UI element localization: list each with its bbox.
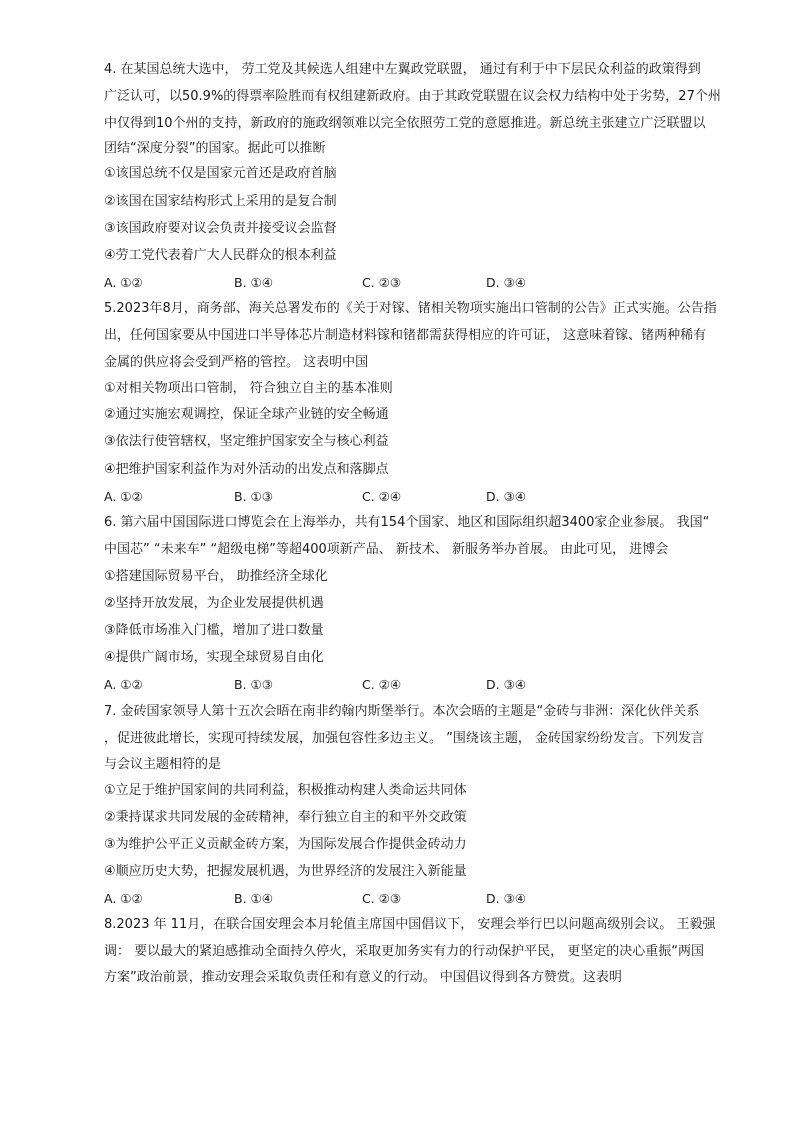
question-stem-line: 广泛认可，以50.9%的得票率险胜而有权组建新政府。由于其政党联盟在议会权力结构中处于劣势，27个州 (104, 89, 721, 104)
option-statement: ②该国在国家结构形式上采用的是复合制 (104, 194, 337, 209)
option-statement: ②通过实施宏观调控，保证全球产业链的安全畅通 (104, 407, 389, 422)
choice-c[interactable]: C. ②③ (362, 891, 402, 906)
choice-d[interactable]: D. ③④ (486, 891, 526, 906)
question-stem-line: 出，任何国家要从中国进口半导体芯片制造材料镓和锗都需获得相应的许可证， 这意味着镓、锗两种稀有 (104, 328, 707, 343)
option-statement: ④提供广阔市场，实现全球贸易自由化 (104, 650, 324, 665)
choice-c[interactable]: C. ②③ (362, 275, 402, 290)
question-stem-line: 调： 要以最大的紧迫感推动全面持久停火，采取更加务实有力的行动保护平民， 更坚定的决心重振“两国 (104, 944, 705, 959)
option-statement: ④顺应历史大势，把握发展机遇，为世界经济的发展注入新能量 (104, 864, 467, 879)
choice-d[interactable]: D. ③④ (486, 489, 526, 504)
question-stem-line: 金属的供应将会受到严格的管控。 这表明中国 (104, 355, 369, 370)
option-statement: ①该国总统不仅是国家元首还是政府首脑 (104, 166, 337, 181)
question-stem-line: 4. 在某国总统大选中， 劳工党及其候选人组建中左翼政党联盟， 通过有利于中下层民众利益的政策得到 (104, 62, 701, 77)
question-stem-line: 5.2023年8月，商务部、海关总署发布的《关于对镓、锗相关物项实施出口管制的公告》正式实施。公告指 (104, 301, 717, 316)
option-statement: ①搭建国际贸易平台， 助推经济全球化 (104, 569, 328, 584)
option-statement: ④劳工党代表着广大人民群众的根本利益 (104, 248, 337, 263)
choice-d[interactable]: D. ③④ (486, 677, 526, 692)
option-statement: ③依法行使管辖权，坚定维护国家安全与核心利益 (104, 434, 389, 449)
question-stem-line: 中国芯” “未来车” “超级电梯”等超400项新产品、 新技术、 新服务举办首展。 由此可见， 进博会 (104, 542, 669, 557)
option-statement: ①立足于维护国家间的共同利益，积极推动构建人类命运共同体 (104, 783, 467, 798)
choice-c[interactable]: C. ②④ (362, 489, 402, 504)
question-stem-line: 团结“深度分裂”的国家。据此可以推断 (104, 141, 326, 156)
choice-a[interactable]: A. ①② (104, 489, 143, 504)
option-statement: ③为维护公平正义贡献金砖方案，为国际发展合作提供金砖动力 (104, 837, 467, 852)
choice-b[interactable]: B. ①③ (234, 677, 273, 692)
question-stem-line: 8.2023 年 11月，在联合国安理会本月轮值主席国中国倡议下， 安理会举行巴以问题高级别会议。 王毅强 (104, 917, 716, 932)
option-statement: ④把维护国家利益作为对外活动的出发点和落脚点 (104, 462, 389, 477)
question-stem-line: 7. 金砖国家领导人第十五次会晤在南非约翰内斯堡举行。本次会晤的主题是“金砖与非洲：深化伙伴关系 (104, 704, 700, 719)
choice-a[interactable]: A. ①② (104, 677, 143, 692)
choice-d[interactable]: D. ③④ (486, 275, 526, 290)
question-stem-line: 6. 第六届中国国际进口博览会在上海举办，共有154个国家、地区和国际组织超3400家企业参展。 我国“ (104, 515, 710, 530)
option-statement: ②坚持开放发展，为企业发展提供机遇 (104, 596, 324, 611)
option-statement: ①对相关物项出口管制， 符合独立自主的基本准则 (104, 381, 393, 396)
choice-b[interactable]: B. ①④ (234, 275, 273, 290)
question-stem-line: ，促进彼此增长，实现可持续发展，加强包容性多边主义。 ”围绕该主题， 金砖国家纷纷发言。下列发言 (104, 731, 705, 746)
choice-b[interactable]: B. ①③ (234, 489, 273, 504)
question-stem-line: 中仅得到10个州的支持，新政府的施政纲领难以完全依照劳工党的意愿推进。新总统主张建立广泛联盟以 (104, 116, 706, 131)
choice-c[interactable]: C. ②④ (362, 677, 402, 692)
option-statement: ③降低市场准入门槛，增加了进口数量 (104, 623, 324, 638)
choice-b[interactable]: B. ①④ (234, 891, 273, 906)
option-statement: ③该国政府要对议会负责并接受议会监督 (104, 221, 337, 236)
option-statement: ②秉持谋求共同发展的金砖精神，奉行独立自主的和平外交政策 (104, 810, 467, 825)
question-stem-line: 方案”政治前景，推动安理会采取负责任和有意义的行动。 中国倡议得到各方赞赏。这表明 (104, 970, 622, 985)
choice-a[interactable]: A. ①② (104, 275, 143, 290)
question-stem-line: 与会议主题相符的是 (104, 757, 222, 772)
choice-a[interactable]: A. ①② (104, 891, 143, 906)
